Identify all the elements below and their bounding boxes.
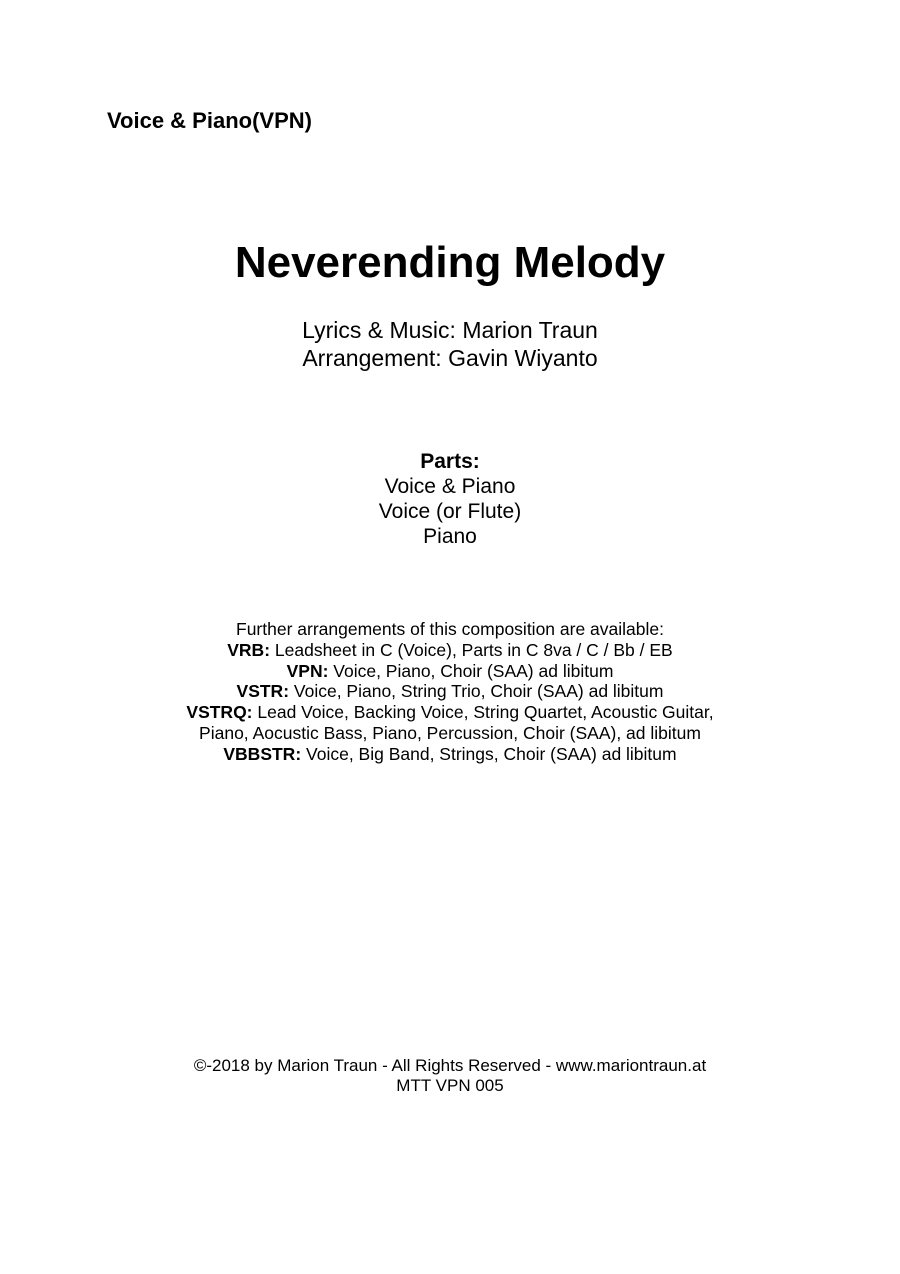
arrangement-entry <box>0 640 900 661</box>
arrangement-entry <box>0 681 900 702</box>
arrangement-code: VSTR: <box>236 681 290 702</box>
parts-section <box>0 449 900 549</box>
copyright-notice: ©-2018 by Marion Traun - All Rights Reserved - www.mariontraun.at <box>193 1056 707 1075</box>
part-item: Voice & Piano <box>384 475 516 498</box>
edition-label: Voice & Piano(VPN) <box>107 108 312 133</box>
arrangement-continuation: Piano, Aocustic Bass, Piano, Percussion, Choir (SAA), ad libitum <box>199 722 701 743</box>
part-item: Piano <box>423 525 477 548</box>
lyrics-music-credit: Lyrics & Music: Marion Traun <box>302 317 598 343</box>
arrangement-code: VSTRQ: <box>186 702 253 723</box>
arrangement-entry <box>0 661 900 682</box>
arrangement-description: Lead Voice, Backing Voice, String Quartet, Acoustic Guitar, <box>252 702 714 723</box>
arrangement-description: Voice, Piano, Choir (SAA) ad libitum <box>328 660 614 681</box>
arrangement-entry <box>0 744 900 765</box>
arrangement-credit: Arrangement: Gavin Wiyanto <box>302 345 598 371</box>
arrangements-section <box>0 619 900 765</box>
footer <box>0 1056 900 1096</box>
part-item: Voice (or Flute) <box>378 500 522 523</box>
arrangements-intro: Further arrangements of this composition are available: <box>236 619 664 639</box>
credits <box>0 316 900 372</box>
document-title: Neverending Melody <box>234 238 666 287</box>
arrangement-entry <box>0 702 900 723</box>
arrangement-description: Voice, Piano, String Trio, Choir (SAA) ad libitum <box>289 681 664 702</box>
arrangement-code: VBBSTR: <box>223 743 302 764</box>
parts-heading: Parts: <box>420 450 480 473</box>
arrangement-code: VPN: <box>286 660 329 681</box>
arrangement-description: Leadsheet in C (Voice), Parts in C 8va / C / Bb / EB <box>270 639 673 660</box>
catalog-number: MTT VPN 005 <box>396 1076 504 1095</box>
arrangement-description: Voice, Big Band, Strings, Choir (SAA) ad libitum <box>301 743 677 764</box>
arrangement-code: VRB: <box>227 639 271 660</box>
